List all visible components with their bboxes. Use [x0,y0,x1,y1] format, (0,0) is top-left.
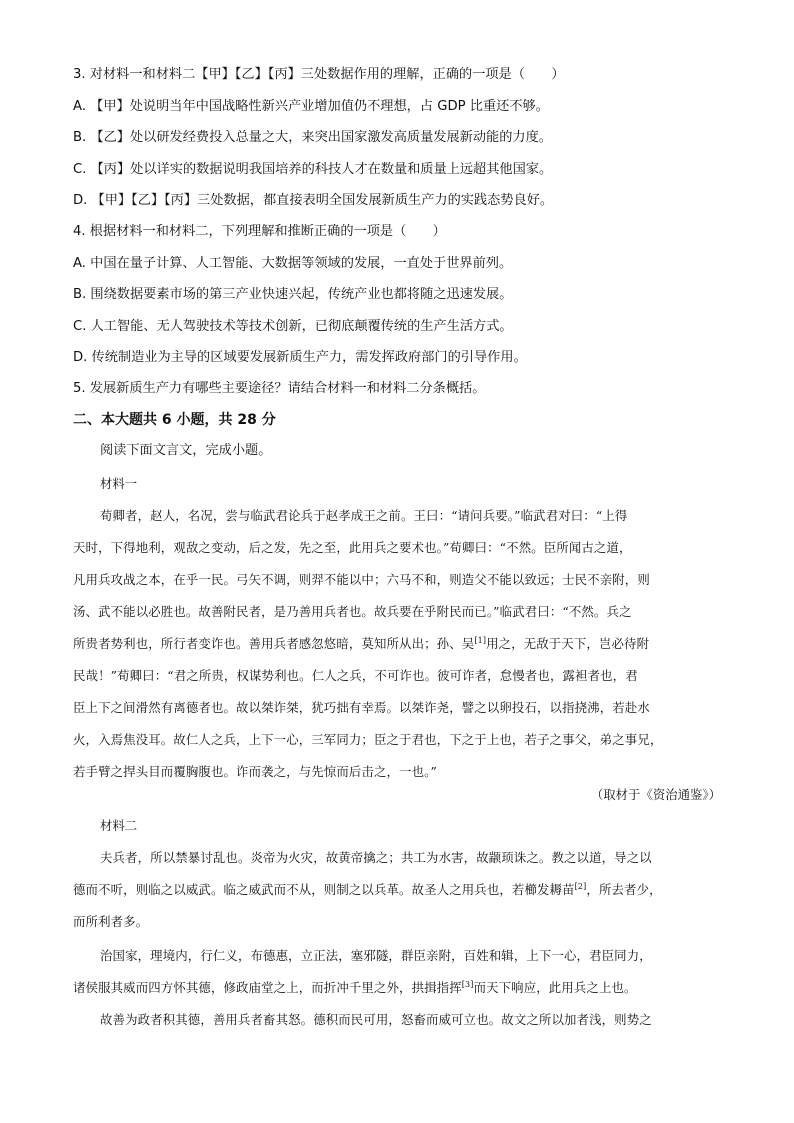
material-2-line: 而所利者多。 [73,914,149,929]
footnote-marker-3: [3] [461,979,474,989]
material-1-line: 汤、武不能以必胜也。故善附民者，是乃善用兵者也。故兵要在乎附民而已。”临武君曰：“不然。兵之 [73,604,632,619]
question-4-option-a: A. 中国在量子计算、人工智能、大数据等领域的发展，一直处于世界前列。 [73,256,513,271]
material-1-source: （取材于《资治通鉴》） [590,787,721,802]
material-2-line: 故善为政者积其德，善用兵者畜其怒。德积而民可用，怒畜而威可立也。故文之所以加者浅，则势之 [100,1012,652,1027]
question-3-option-d: D. 【甲】【乙】【丙】三处数据，都直接表明全国发展新质生产力的实践态势良好。 [73,193,554,208]
section-2-heading: 二、本大题共 6 小题，共 28 分 [73,412,276,428]
question-3-stem: 3. 对材料一和材料二【甲】【乙】【丙】三处数据作用的理解，正确的一项是（ ） [73,67,565,82]
material-1-line: 天时，下得地利，观敌之变动，后之发，先之至，此用兵之要术也。”荀卿曰：“不然。臣所闻古之道， [73,540,632,555]
material-2-line-text: ，所去者少， [586,882,662,897]
material-1-line: 民哉！”荀卿曰：“君之所贵，权谋势利也。仁人之兵，不可诈也。彼可诈者，怠慢者也，露袒者也，君 [73,668,638,683]
material-2-line: 夫兵者，所以禁暴讨乱也。炎帝为火灾，故黄帝擒之；共工为水害，故颛顼诛之。教之以道，导之以 [100,850,652,865]
question-3-option-c: C. 【丙】处以详实的数据说明我国培养的科技人才在数量和质量上远超其他国家。 [73,162,553,177]
question-3-option-b: B. 【乙】处以研发经费投入总量之大，来突出国家激发高质量发展新动能的力度。 [73,130,552,145]
material-1-line: 若手臂之捍头目而覆胸腹也。诈而袭之，与先惊而后击之，一也。” [73,764,437,779]
material-1-line: 凡用兵攻战之本，在乎一民。弓矢不调，则羿不能以中；六马不和，则造父不能以致远；士民不亲附，则 [73,572,650,587]
footnote-marker-2: [2] [574,881,587,891]
material-1-label: 材料一 [100,476,138,491]
material-2-line-text: 而天下响应，此用兵之上也。 [473,980,637,995]
material-2-line: 治国家，理境内，行仁义，布德惠，立正法，塞邪隧，群臣亲附，百姓和辑，上下一心，君臣同力， [100,948,652,963]
question-4-option-c: C. 人工智能、无人驾驶技术等技术创新，已彻底颠覆传统的生产生活方式。 [73,319,513,334]
material-1-line: 火，入焉焦没耳。故仁人之兵，上下一心，三军同力；臣之于君也，下之于上也，若子之事父，弟之事兄， [73,732,663,747]
material-1-line: 臣上下之间滑然有离德者也。故以桀诈桀，犹巧拙有幸焉。以桀诈尧，譬之以卵投石，以指挠沸，若赴水 [73,700,650,715]
material-1-line-text: 所贵者势利也，所行者变诈也。善用兵者感忽悠暗，莫知所从出；孙、吴 [73,636,475,651]
material-2-line [73,880,662,900]
material-1-line [73,634,649,654]
footnote-marker-1: [1] [474,635,487,645]
section-2-instruction: 阅读下面文言文，完成小题。 [100,443,272,458]
material-1-line-text: 用之，无敌于天下，岂必待附 [486,636,650,651]
material-2-line-text: 诸侯服其威而四方怀其德，修政庙堂之上，而折冲千里之外，拱揖指挥 [73,980,462,995]
material-2-line [73,978,637,998]
question-4-stem: 4. 根据材料一和材料二，下列理解和推断正确的一项是（ ） [73,224,446,239]
material-1-line: 荀卿者，赵人，名况，尝与临武君论兵于赵孝成王之前。王曰：“请问兵要。”临武君对曰：“上得 [100,508,628,523]
question-3-option-a: A. 【甲】处说明当年中国战略性新兴产业增加值仍不理想，占 GDP 比重还不够。 [73,99,549,114]
material-2-label: 材料二 [100,818,138,833]
question-4-option-b: B. 围绕数据要素市场的第三产业快速兴起，传统产业也都将随之迅速发展。 [73,287,513,302]
question-5-stem: 5. 发展新质生产力有哪些主要途径？请结合材料一和材料二分条概括。 [73,381,486,396]
question-4-option-d: D. 传统制造业为主导的区域要发展新质生产力，需发挥政府部门的引导作用。 [73,350,527,365]
material-2-line-text: 德而不听，则临之以威武。临之威武而不从，则制之以兵革。故圣人之用兵也，若櫛发耨苗 [73,882,575,897]
